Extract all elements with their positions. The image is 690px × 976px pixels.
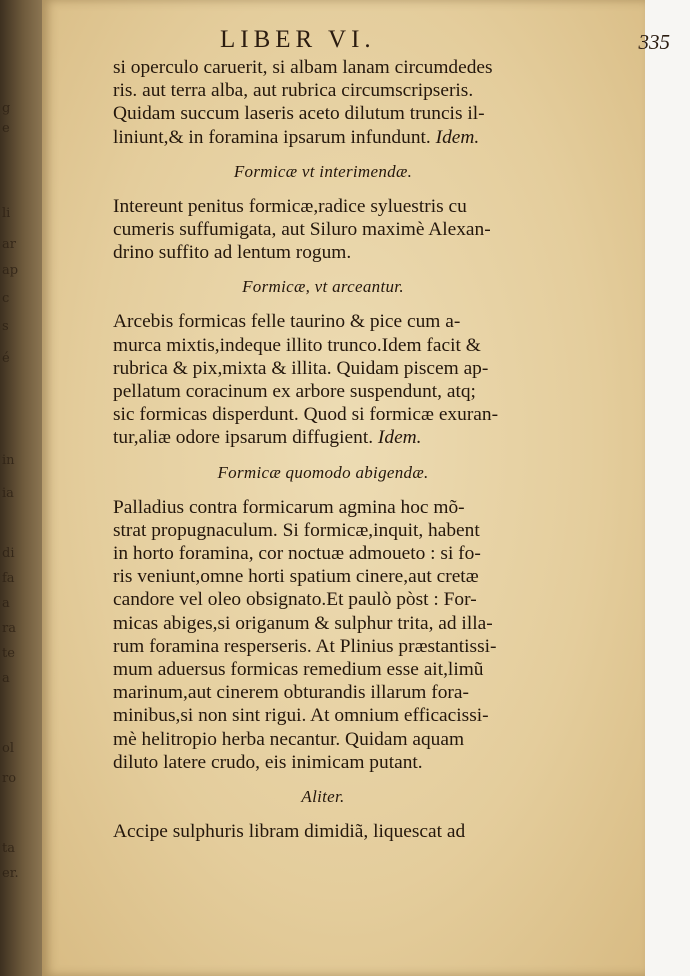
bleed-fragment: ta [2,841,15,856]
paragraph [113,496,533,774]
text-line [113,56,533,79]
bleed-fragment: te [2,646,15,661]
line-text: strat propugnaculum. Si formicæ,inquit, habent [113,519,480,541]
bleed-fragment: ap [2,263,19,278]
text-line [113,426,533,449]
line-text: candore vel oleo obsignato.Et paulò pòst : For- [113,589,477,611]
text-line [113,612,533,635]
text-line [113,658,533,681]
bleed-fragment: in [2,453,15,468]
source-reference: Idem. [377,427,422,449]
text-line [113,126,533,149]
text-line [113,635,533,658]
text-line [113,728,533,751]
line-text: rum foramina resperseris. At Plinius præstantissi- [113,635,497,657]
paragraph [113,310,533,449]
line-text: diluto latere crudo, eis inimicam putant. [113,751,423,773]
line-text: pellatum coracinum ex arbore suspendunt, atq; [113,381,476,403]
bleed-fragment: a [2,596,10,611]
line-text: sic formicas disperdunt. Quod si formicæ exuran- [113,404,499,426]
line-text: drino suffito ad lentum rogum. [113,242,352,264]
line-text: Palladius contra formicarum agmina hoc mõ- [113,496,465,518]
text-line [113,310,533,333]
text-line [113,751,533,774]
text-line [113,542,533,565]
line-text: si operculo caruerit, si albam lanam circumdedes [113,57,493,78]
paragraph [113,56,533,149]
text-line [113,79,533,102]
bleed-fragment: a [2,671,10,686]
bleed-fragment: g [2,101,11,116]
running-title: LIBER VI. [220,26,376,53]
line-text: murca mixtis,indeque illito trunco.Idem facit & [113,334,481,356]
line-text: Quidam succum laseris aceto dilutum truncis il- [113,103,485,125]
source-reference: Idem. [435,126,480,148]
text-line [113,519,533,542]
line-text: ris veniunt,omne horti spatium cinere,aut cretæ [113,566,479,588]
bleed-fragment: er. [2,866,19,881]
text-line [113,334,533,357]
bleed-fragment: li [2,206,11,221]
bleed-fragment: ol [2,741,14,756]
bleed-fragment: s [2,319,9,334]
body-text [113,56,533,843]
bleed-fragment: ro [2,771,17,786]
line-text: micas abiges,si origanum & sulphur trita, ad illa- [113,612,493,634]
line-text: rubrica & pix,mixta & illita. Quidam piscem ap- [113,357,489,379]
text-line [113,195,533,218]
line-text: in horto foramina, cor noctuæ admoueto : si fo- [113,543,481,565]
bleed-fragment: ia [2,486,14,501]
paragraph [113,820,533,843]
text-line [113,218,533,241]
text-line [113,403,533,426]
text-line [113,704,533,727]
bleed-fragment: ra [2,621,16,636]
line-text: liniunt,& in foramina ipsarum infundunt. [113,126,431,148]
bleed-fragment: c [2,291,10,306]
paragraph [113,195,533,265]
line-text: Arcebis formicas felle taurino & pice cum a- [113,311,461,333]
line-text: tur,aliæ odore ipsarum diffugient. [113,427,374,449]
text-line [113,241,533,264]
line-text: minibus,si non sint rigui. At omnium efficacissi- [113,705,489,727]
line-text: cumeris suffumigata, aut Siluro maximè Alexan- [113,219,491,241]
bleed-fragment: ar [2,237,16,252]
text-line [113,681,533,704]
bleed-fragment: di [2,546,15,561]
bleed-fragment: e [2,121,10,136]
line-text: Intereunt penitus formicæ,radice syluestris cu [113,195,467,217]
line-text: marinum,aut cinerem obturandis illarum fora- [113,682,469,704]
line-text: mè helitropio herba necantur. Quidam aquam [113,728,465,750]
text-line [113,496,533,519]
text-line [113,820,533,843]
text-line [113,357,533,380]
bleed-fragment: fa [2,571,15,586]
text-line [113,565,533,588]
text-line [113,588,533,611]
text-line [113,380,533,403]
section-heading: Formicæ vt interimendæ. [233,161,413,181]
section-heading: Formicæ quomodo abigendæ. [217,462,429,482]
line-text: Accipe sulphuris libram dimidiã, liquescat ad [113,821,466,843]
text-line [113,102,533,125]
line-text: ris. aut terra alba, aut rubrica circumscripseris. [113,80,474,102]
section-heading: Aliter. [301,787,345,807]
section-heading: Formicæ, vt arceantur. [242,277,404,297]
bleed-fragment: é [2,351,10,366]
folio-number: 335 [638,30,670,54]
line-text: mum aduersus formicas remedium esse ait,limũ [113,659,484,681]
